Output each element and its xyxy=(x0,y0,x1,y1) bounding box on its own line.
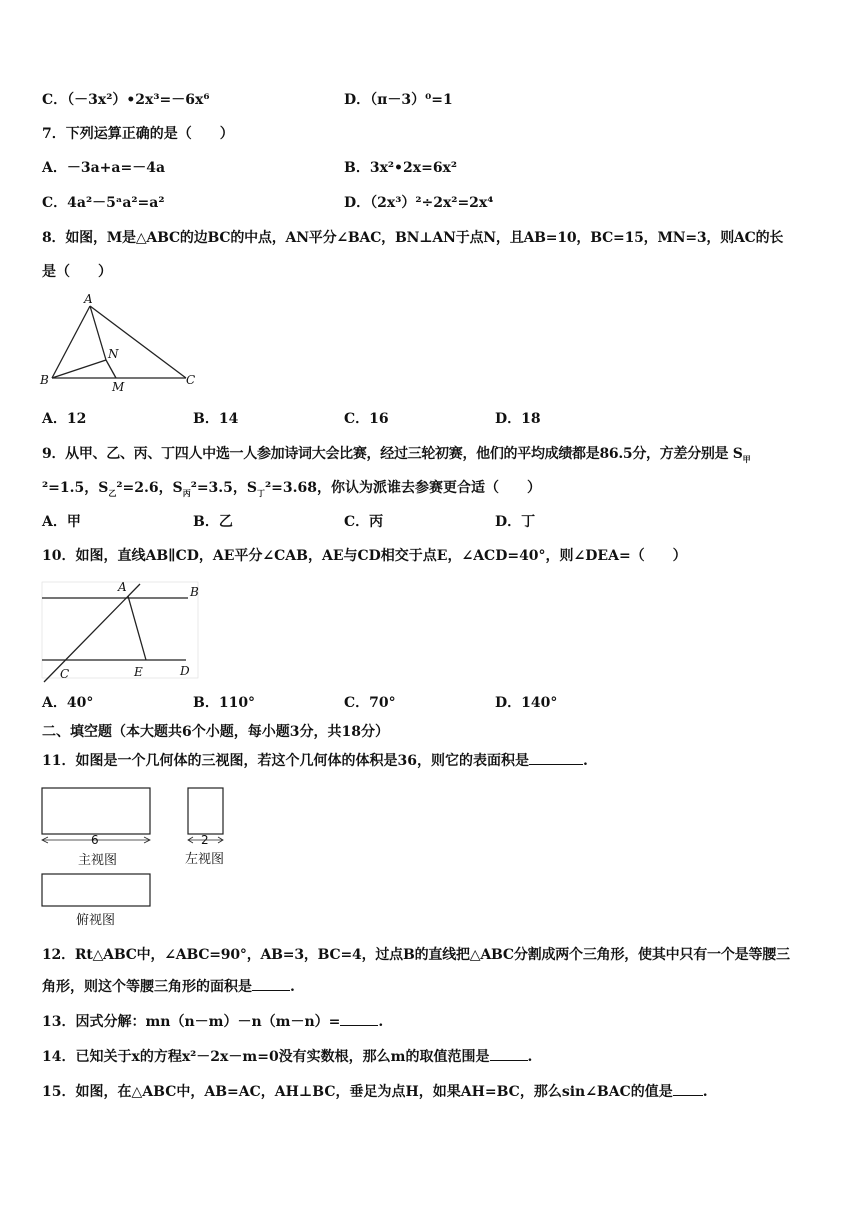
q9-stem-line1 xyxy=(42,444,750,469)
q15-end: . xyxy=(702,1084,708,1100)
q9-sub-jia: 甲 xyxy=(742,453,751,464)
q9-var-ding: ²=3.68，你认为派谁去参赛更合适（ ） xyxy=(265,480,541,496)
q12-stem-text: 角形，则这个等腰三角形的面积是 xyxy=(42,979,252,995)
q15-stem-text: 15．如图，在△ABC中，AB=AC，AH⊥BC，垂足为点H，如果AH=BC，那么sin∠BAC的值是 xyxy=(42,1084,673,1100)
q10-stem: 10．如图，直线AB∥CD，AE平分∠CAB，AE与CD相交于点E，∠ACD=40°，则∠DEA=（ ） xyxy=(42,548,687,564)
q7-option-c: C．4a²－5ᵃa²=a² xyxy=(42,195,165,211)
q11-top-view-figure xyxy=(36,868,160,912)
q8-label-m: M xyxy=(112,380,125,394)
q8-label-b: B xyxy=(40,373,49,387)
q10-label-b: B xyxy=(190,585,199,599)
q9-sub-bing: 丙 xyxy=(182,487,191,498)
q10-option-c: C．70° xyxy=(344,695,396,711)
q9-option-a: A．甲 xyxy=(42,514,81,530)
q11-dim-front: 6 xyxy=(91,833,99,847)
q10-option-b: B．110° xyxy=(193,695,256,711)
q11-left-view-label: 左视图 xyxy=(185,852,225,867)
q8-option-c: C．16 xyxy=(344,411,389,427)
q13-answer-blank[interactable] xyxy=(340,1025,378,1026)
q7-option-a: A．－3a+a=－4a xyxy=(42,160,166,176)
section-title: 二、填空题（本大题共6个小题，每小题3分，共18分） xyxy=(42,724,389,740)
q8-option-d: D．18 xyxy=(495,411,541,427)
q14-end: . xyxy=(527,1049,533,1065)
q9-var-yi: ²=2.6，S xyxy=(116,480,183,496)
q8-label-a: A xyxy=(84,292,93,306)
q8-option-a: A．12 xyxy=(42,411,87,427)
q11-top-view-label: 俯视图 xyxy=(76,913,116,928)
q7-stem: 7．下列运算正确的是（ ） xyxy=(42,126,234,142)
q9-var-jia: ²=1.5，S xyxy=(42,480,109,496)
q10-label-e: E xyxy=(134,665,143,679)
q11-end: . xyxy=(582,753,588,769)
q9-var-bing: ²=3.5，S xyxy=(190,480,258,496)
q10-parallel-lines-figure xyxy=(36,574,206,686)
q11-answer-blank[interactable] xyxy=(529,764,583,765)
q15-answer-blank[interactable] xyxy=(673,1095,703,1096)
q12-answer-blank[interactable] xyxy=(252,990,290,991)
q7-option-b: B．3x²•2x=6x² xyxy=(344,160,458,176)
q12-stem-line1: 12．Rt△ABC中，∠ABC=90°，AB=3，BC=4，过点B的直线把△ABC分割成两个三角形，使其中只有一个是等腰三 xyxy=(42,947,790,963)
q8-option-b: B．14 xyxy=(193,411,239,427)
q8-stem-line2: 是（ ） xyxy=(42,264,112,280)
q12-end: . xyxy=(290,979,295,995)
q7-option-d: D．（2x³）²÷2x²=2x⁴ xyxy=(344,195,494,211)
q10-label-a: A xyxy=(118,580,127,594)
q14-stem xyxy=(42,1047,532,1067)
q9-option-c: C．丙 xyxy=(344,514,384,530)
q9-option-d: D．丁 xyxy=(495,514,536,530)
q9-stem-text: 9．从甲、乙、丙、丁四人中选一人参加诗词大会比赛，经过三轮初赛，他们的平均成绩都是86.5分，方差分别是 S xyxy=(42,446,743,462)
q9-stem-line2 xyxy=(42,478,541,503)
q13-stem-text: 13．因式分解：mn（n－m）－n（m－n）= xyxy=(42,1014,341,1030)
q11-stem-text: 11．如图是一个几何体的三视图，若这个几何体的体积是36，则它的表面积是 xyxy=(42,753,529,769)
q10-option-d: D．140° xyxy=(495,695,558,711)
q13-end: . xyxy=(378,1014,384,1030)
q9-sub-yi: 乙 xyxy=(108,487,117,498)
q11-dim-left: 2 xyxy=(201,833,209,847)
q8-label-n: N xyxy=(108,347,119,361)
q12-stem-line2 xyxy=(42,977,295,997)
q6-option-c: C．（－3x²）•2x³=－6x⁶ xyxy=(42,92,210,108)
q10-label-d: D xyxy=(180,664,190,678)
q9-sub-ding: 丁 xyxy=(257,487,266,498)
q14-answer-blank[interactable] xyxy=(490,1060,528,1061)
q9-option-b: B．乙 xyxy=(193,514,233,530)
q8-label-c: C xyxy=(186,373,196,387)
q13-stem xyxy=(42,1012,383,1032)
q8-triangle-figure xyxy=(36,290,206,396)
q10-label-c: C xyxy=(60,667,70,681)
q15-stem xyxy=(42,1082,708,1102)
q6-option-d: D．（π－3）⁰=1 xyxy=(344,92,453,108)
q14-stem-text: 14．已知关于x的方程x²－2x－m=0没有实数根，那么m的取值范围是 xyxy=(42,1049,490,1065)
q11-front-view-label: 主视图 xyxy=(78,853,118,868)
q10-option-a: A．40° xyxy=(42,695,94,711)
q11-views-figure xyxy=(36,782,246,852)
q8-stem-line1: 8．如图，M是△ABC的边BC的中点，AN平分∠BAC，BN⊥AN于点N，且AB=10，BC=15，MN=3，则AC的长 xyxy=(42,230,784,246)
q11-stem xyxy=(42,751,588,771)
